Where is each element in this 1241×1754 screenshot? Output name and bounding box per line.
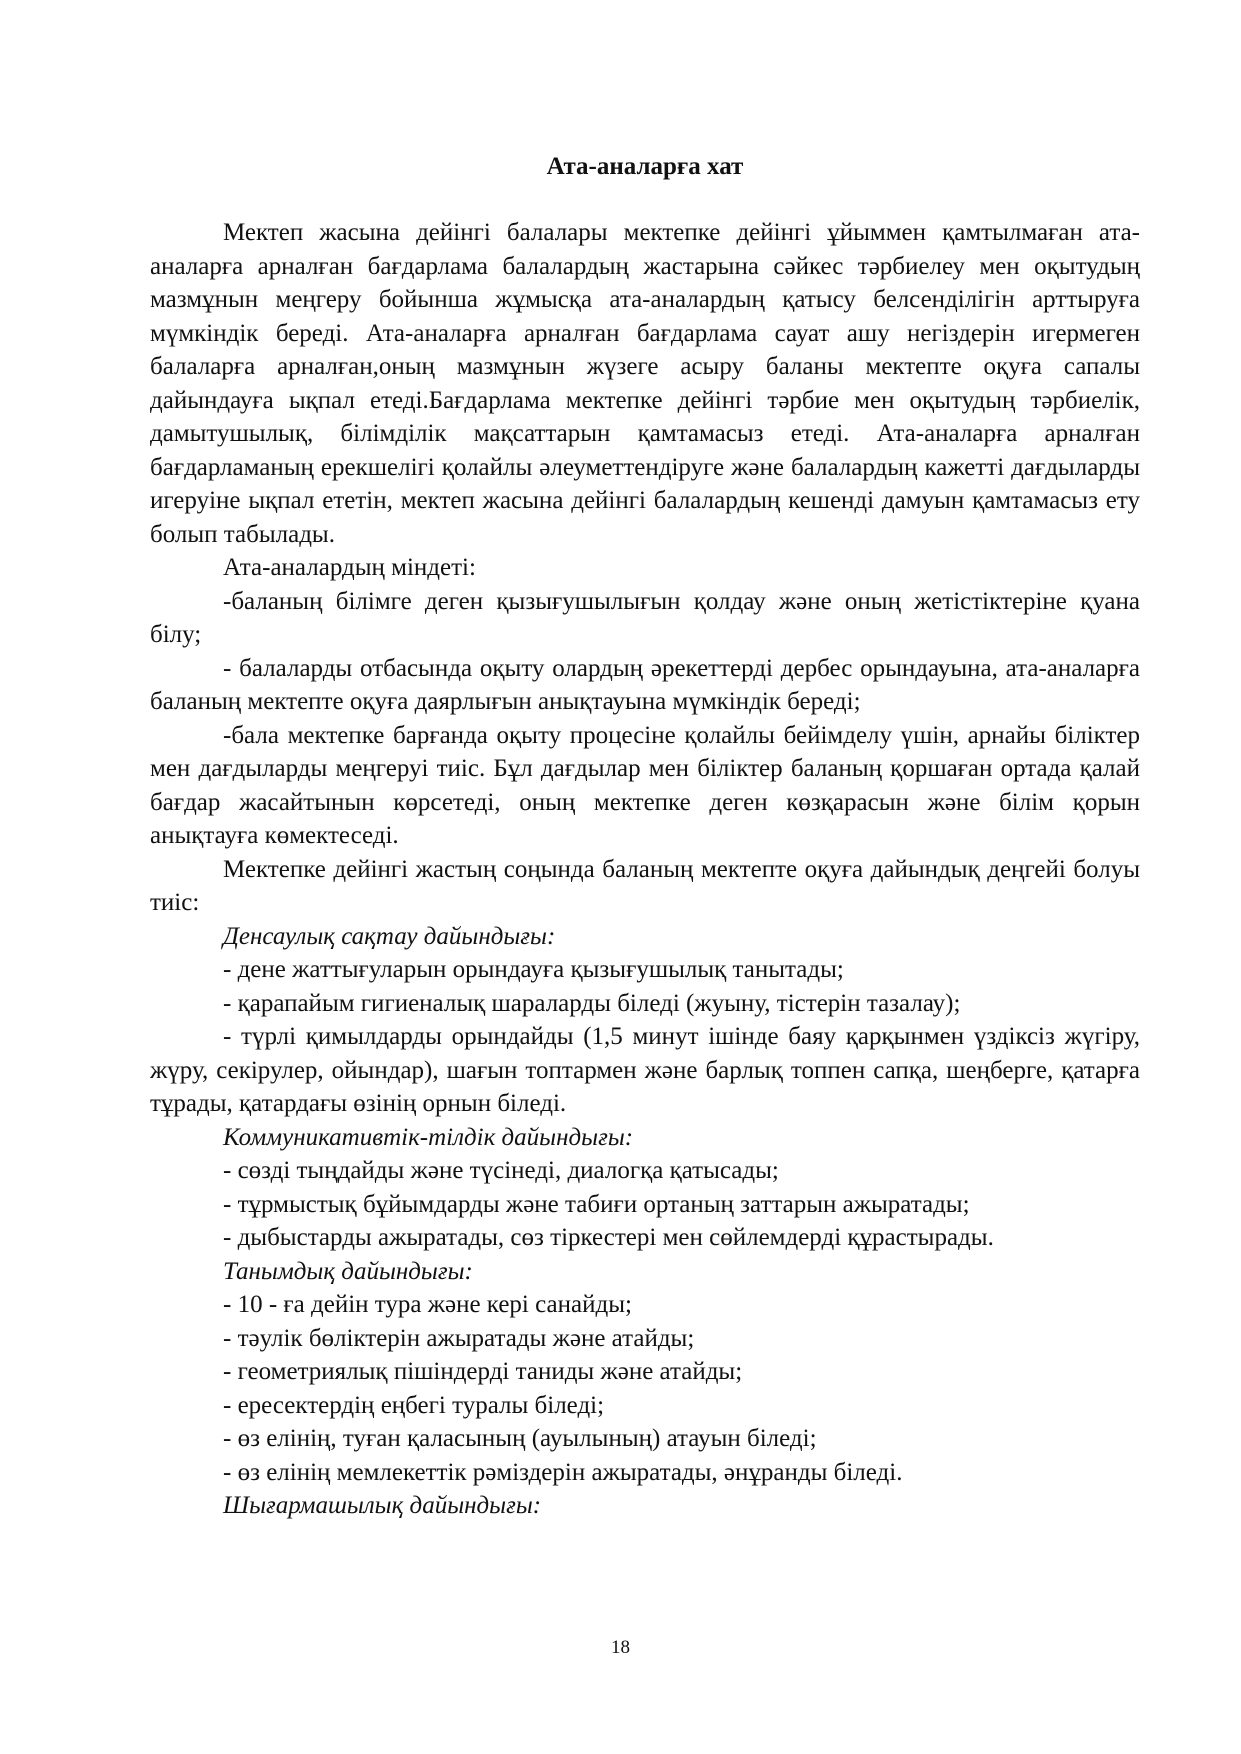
list-item: - дене жаттығуларын орындауға қызығушылық танытады;: [223, 956, 844, 983]
duty-paragraph: -бала мектепке барғанда оқыту процесіне қолайлы бейімделу үшін, арнайы біліктер мен дағдыларды меңгеруі тиіс. Бұл дағдылар мен біліктер баланың қоршаған ортада қалай бағдар жасайтынын көрсетеді, оның мектепке деген көзқарасын және білім қорын анықтауға көмектеседі.: [150, 721, 1140, 849]
list-item: - 10 - ға дейін тура және кері санайды;: [223, 1291, 632, 1318]
list-item: - өз елінің, туған қаласының (ауылының) атауын біледі;: [223, 1425, 817, 1452]
list-item: - геометриялық пішіндерді таниды және атайды;: [223, 1358, 743, 1385]
section-heading-cognitive: Танымдық дайындығы:: [223, 1257, 473, 1285]
page-number: 18: [611, 1637, 630, 1658]
intro-paragraph: Мектеп жасына дейінгі балалары мектепке дейінгі ұйыммен қамтылмаған ата-аналарға арналған бағдарлама балалардың жастарына сәйкес тәрбиелеу мен оқытудың мазмұнын меңгеру бойынша жұмысқа ата-аналардың қатысу белсенділігін арттыруға мүмкіндік береді. Ата-аналарға арналған бағдарлама сауат ашу негіздерін игермеген балаларға арналған,оның мазмұнын жүзеге асыру баланы мектепте оқуға сапалы дайындауға ықпал етеді.Бағдарлама мектепке дейінгі тәрбие мен оқытудың тәрбиелік, дамытушылық, білімділік мақсаттарын қамтамасыз етеді. Ата-аналарға арналған бағдарламаның ерекшелігі қолайлы әлеуметтендіруге және балалардың кажетті дағдыларды игеруіне ықпал ететін, мектеп жасына дейінгі балалардың кешенді дамуын қамтамасыз ету болып табылады.: [150, 219, 1140, 548]
list-item: - тәулік бөліктерін ажыратады және атайды;: [223, 1324, 695, 1352]
list-item: - дыбыстарды ажыратады, сөз тіркестері мен сөйлемдерді құрастырады.: [223, 1224, 994, 1251]
list-item: - қарапайым гигиеналық шараларды біледі (жуыну, тістерін тазалау);: [223, 989, 961, 1017]
page-title: Ата-аналарға хат: [546, 153, 744, 180]
list-item: - өз елінің мемлекеттік рәміздерін ажыратады, әнұранды біледі.: [223, 1458, 903, 1486]
list-item: - түрлі қимылдарды орындайды (1,5 минут ішінде баяу қарқынмен үздіксіз жүгіру, жүру, секірулер, ойындар), шағын топтармен және барлық топпен сапқа, шеңберге, қатарға тұрады, қатардағы өзінің орнын біледі.: [150, 1023, 1140, 1117]
list-item: - ересектердің еңбегі туралы біледі;: [223, 1391, 605, 1419]
parents-duties-heading: Ата-аналардың міндеті:: [223, 554, 476, 581]
section-heading-communication: Коммуникативтік-тілдік дайындығы:: [223, 1123, 634, 1151]
duty-paragraph: -баланың білімге деген қызығушылығын қолдау және оның жетістіктеріне қуана білу;: [150, 587, 1140, 648]
section-heading-creative: Шығармашылық дайындығы:: [223, 1492, 542, 1519]
list-item: - сөзді тыңдайды және түсінеді, диалогқа қатысады;: [223, 1157, 779, 1184]
section-heading-health: Денсаулық сақтау дайындығы:: [223, 922, 556, 950]
readiness-paragraph: Мектепке дейінгі жастың соңында баланың мектепте оқуға дайындық деңгейі болуы тиіс:: [150, 855, 1140, 916]
duty-paragraph: - балаларды отбасында оқыту олардың әрекеттерді дербес орындауына, ата-аналарға баланың мектепте оқуға даярлығын анықтауына мүмкіндік береді;: [150, 654, 1140, 715]
list-item: - тұрмыстық бұйымдарды және табиғи ортаның заттарын ажыратады;: [223, 1190, 970, 1218]
document-body: [150, 216, 1140, 1523]
